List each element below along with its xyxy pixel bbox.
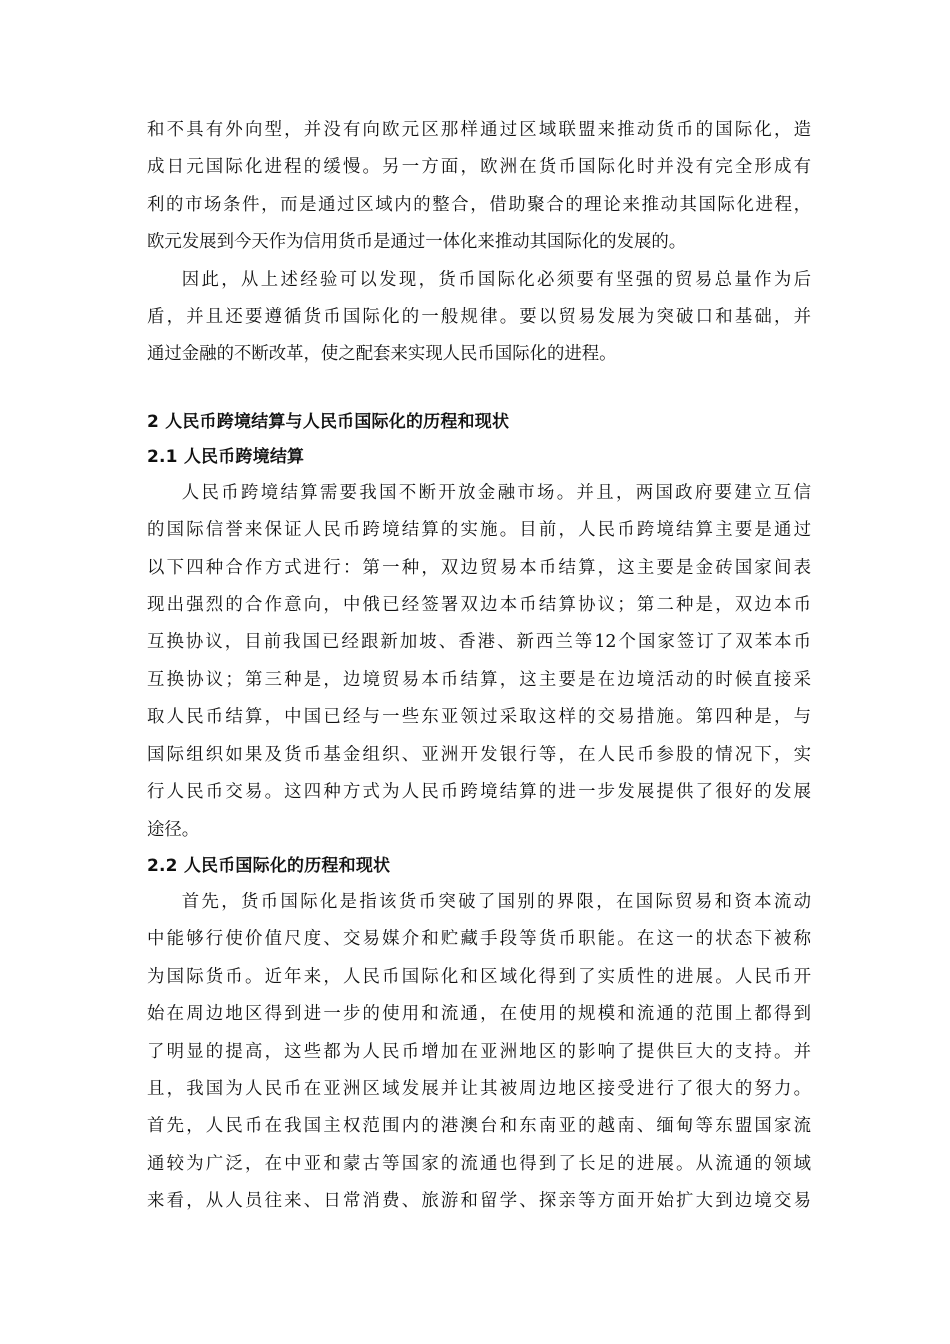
body-line: 了明显的提高，这些都为人民币增加在亚洲地区的影响了提供巨大的支持。并: [147, 1041, 811, 1062]
body-line: 为国际货币。近年来，人民币国际化和区域化得到了实质性的进展。人民币开: [147, 966, 811, 987]
body-line: 和不具有外向型，并没有向欧元区那样通过区域联盟来推动货币的国际化，造: [147, 120, 811, 140]
body-line: 首先，人民币在我国主权范围内的港澳台和东南亚的越南、缅甸等东盟国家流: [147, 1116, 811, 1137]
body-line: 且，我国为人民币在亚洲区域发展并让其被周边地区接受进行了很大的努力。: [147, 1078, 811, 1099]
section-heading-2: 2 人民币跨境结算与人民币国际化的历程和现状: [147, 411, 510, 432]
body-line: 始在周边地区得到进一步的使用和流通，在使用的规模和流通的范围上都得到: [147, 1004, 811, 1025]
body-line: 以下四种合作方式进行：第一种，双边贸易本币结算，这主要是金砖国家间表: [147, 557, 811, 578]
body-line: 欧元发展到今天作为信用货币是通过一体化来推动其国际化的发展的。: [147, 232, 687, 253]
section-gap: [147, 374, 811, 405]
body-line: 取人民币结算，中国已经与一些东亚领过采取这样的交易措施。第四种是，与: [147, 707, 811, 728]
body-line: 来看，从人员往来、日常消费、旅游和留学、探亲等方面开始扩大到边境交易: [147, 1191, 811, 1212]
body-line: 途径。: [147, 819, 200, 840]
body-line: 通较为广泛，在中亚和蒙古等国家的流通也得到了长足的进展。从流通的领域: [147, 1153, 811, 1174]
subsection-heading-2-1: 2.1 人民币跨境结算: [147, 446, 305, 467]
body-line: 互换协议，目前我国已经跟新加坡、香港、新西兰等12个国家签订了双苯本币: [147, 632, 811, 653]
body-line: 成日元国际化进程的缓慢。另一方面，欧洲在货币国际化时并没有完全形成有: [147, 157, 811, 178]
body-line: 首先，货币国际化是指该货币突破了国别的界限，在国际贸易和资本流动: [181, 891, 811, 912]
body-line: 利的市场条件，而是通过区域内的整合，借助聚合的理论来推动其国际化进程，: [147, 194, 811, 215]
body-line: 通过金融的不断改革，使之配套来实现人民币国际化的进程。: [147, 344, 617, 365]
body-line: 盾，并且还要遵循货币国际化的一般规律。要以贸易发展为突破口和基础，并: [147, 307, 811, 328]
subsection-heading-2-2: 2.2 人民币国际化的历程和现状: [147, 855, 391, 876]
body-line: 因此，从上述经验可以发现，货币国际化必须要有坚强的贸易总量作为后: [181, 269, 811, 290]
body-line: 的国际信誉来保证人民币跨境结算的实施。目前，人民币跨境结算主要是通过: [147, 520, 811, 541]
body-line: 互换协议；第三种是，边境贸易本币结算，这主要是在边境活动的时候直接采: [147, 669, 811, 690]
body-line: 国际组织如果及货币基金组织、亚洲开发银行等，在人民币参股的情况下，实: [147, 744, 811, 765]
body-line: 现出强烈的合作意向，中俄已经签署双边本币结算协议；第二种是，双边本币: [147, 595, 811, 616]
body-line: 人民币跨境结算需要我国不断开放金融市场。并且，两国政府要建立互信: [181, 482, 811, 503]
body-line: 中能够行使价值尺度、交易媒介和贮藏手段等货币职能。在这一的状态下被称: [147, 929, 811, 950]
body-line: 行人民币交易。这四种方式为人民币跨境结算的进一步发展提供了很好的发展: [147, 782, 811, 803]
document-page: [147, 112, 811, 1221]
